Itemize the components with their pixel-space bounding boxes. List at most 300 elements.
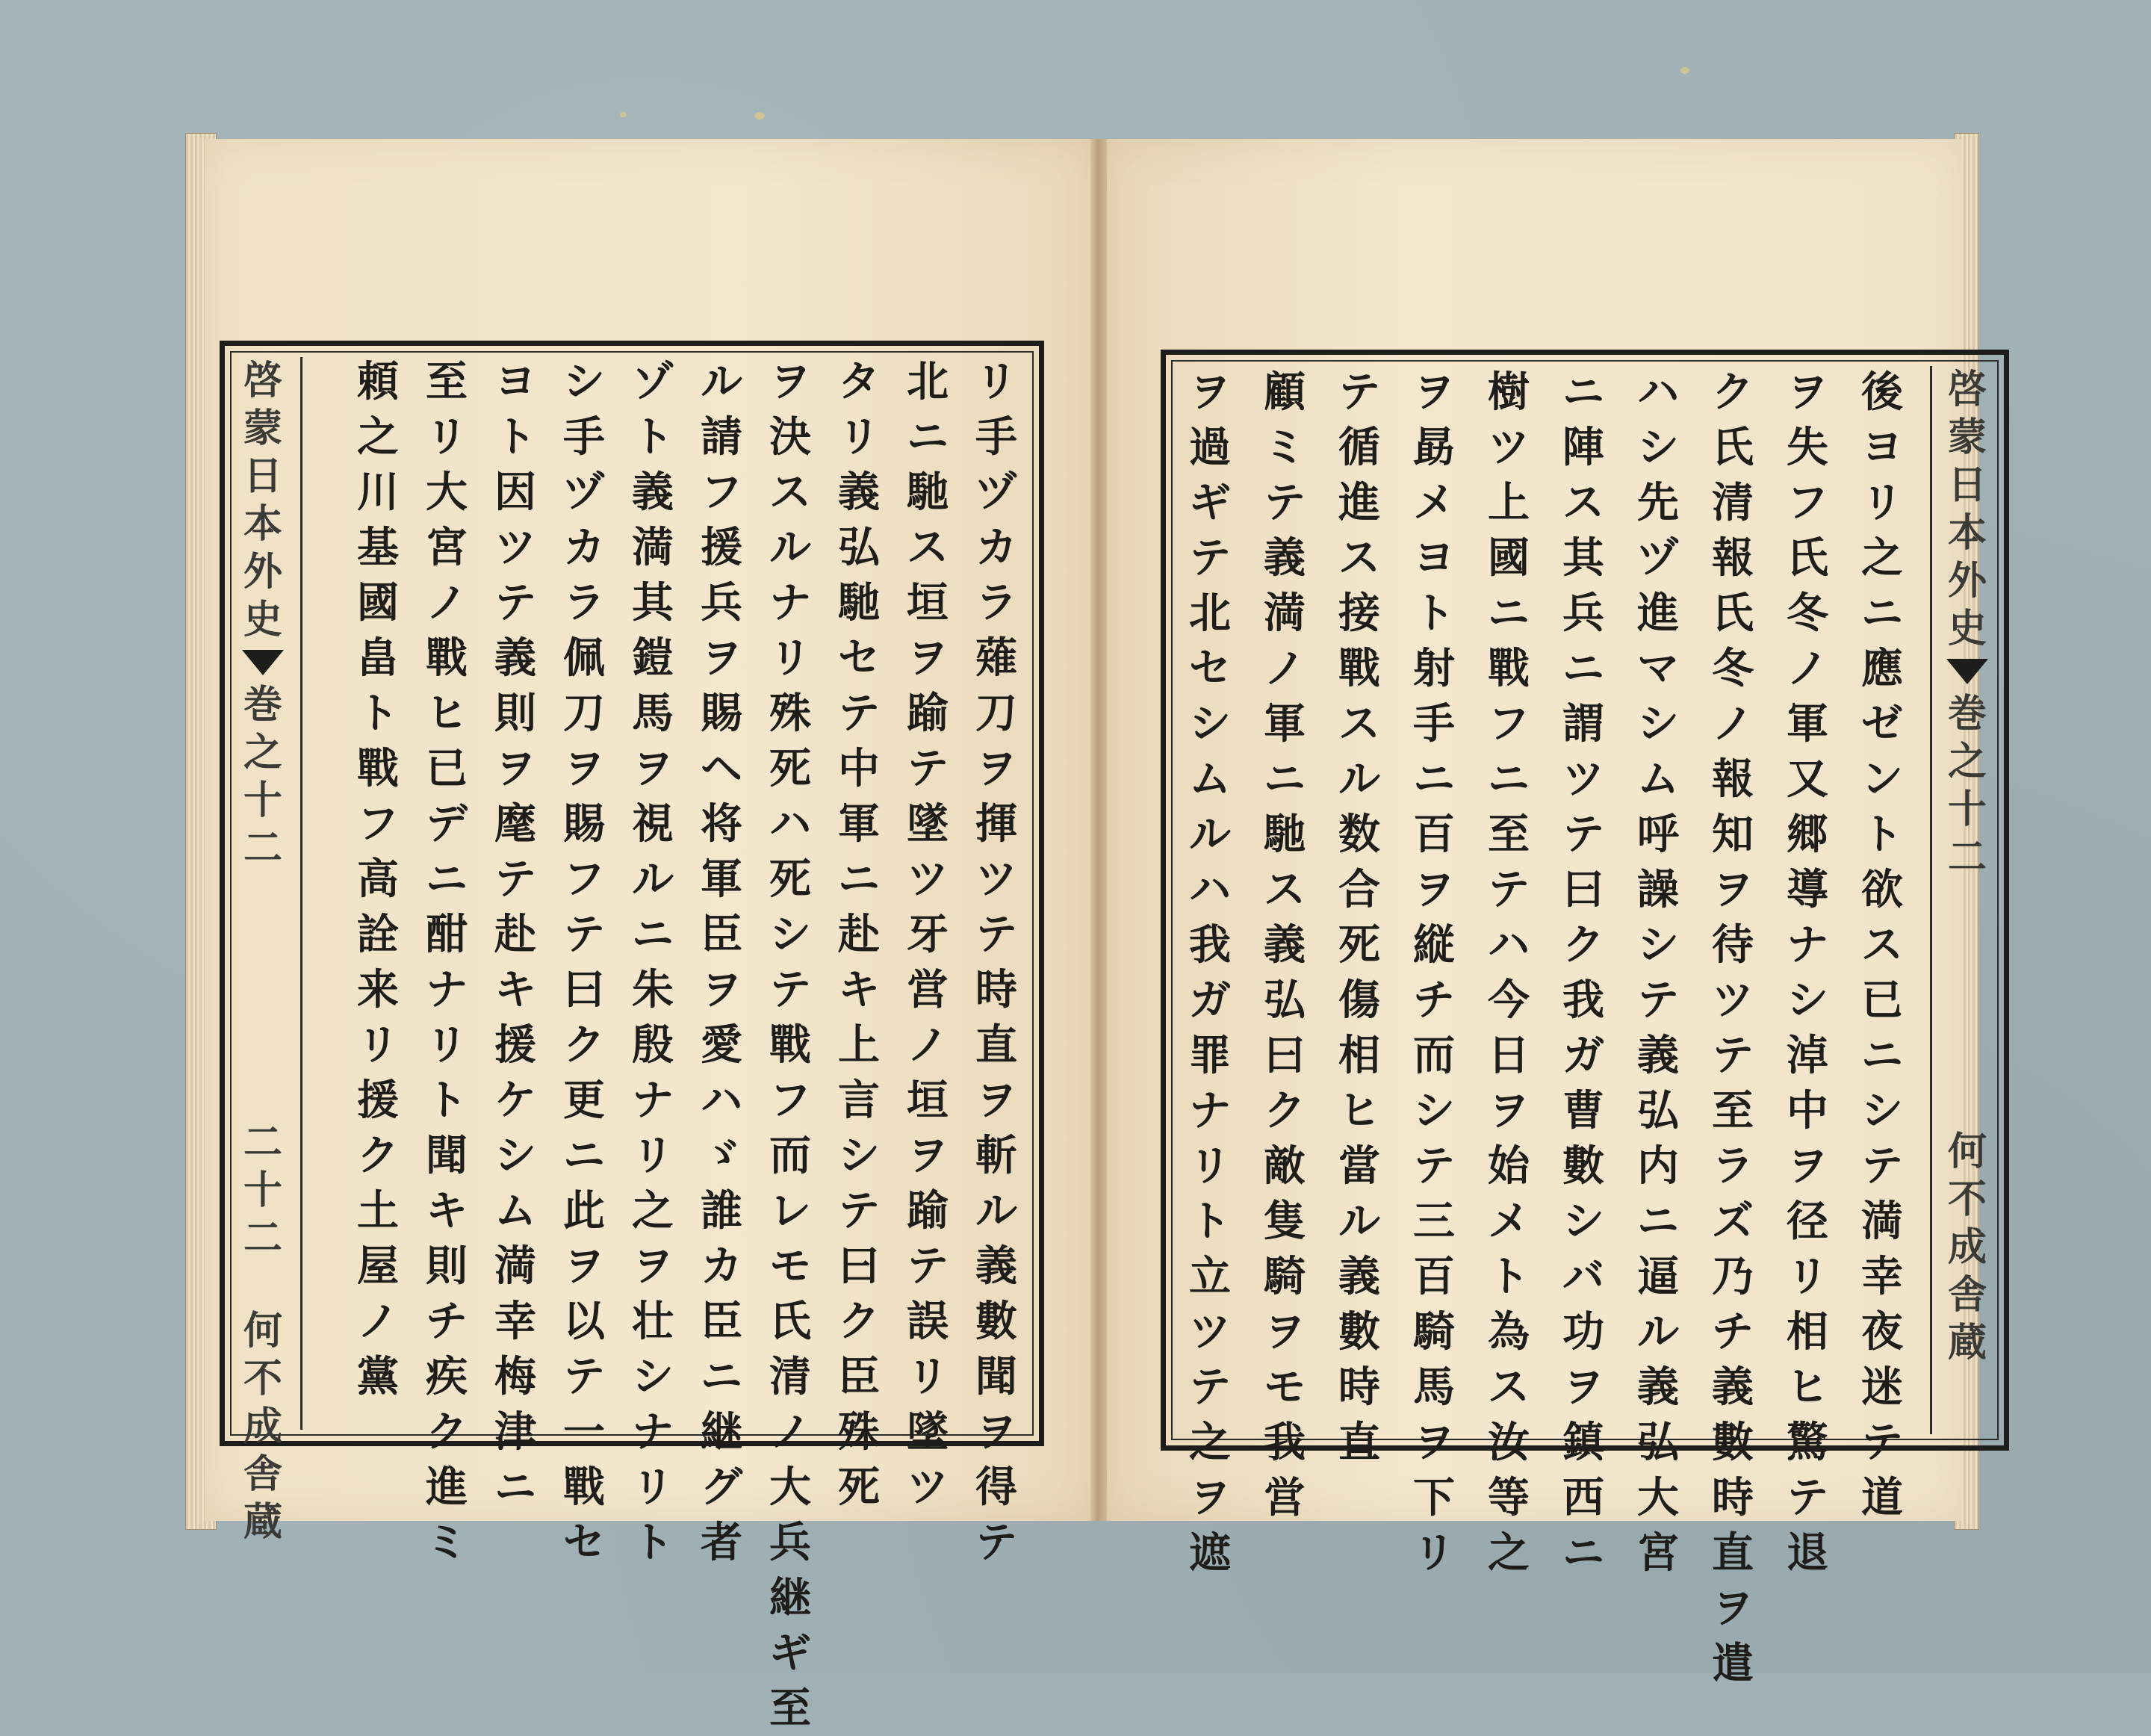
left-text-column — [687, 354, 756, 1567]
text-char: テ — [1787, 1473, 1828, 1522]
left-text-column — [550, 354, 618, 1567]
text-char: 戰 — [357, 744, 399, 793]
text-char: ヲ — [1488, 1086, 1530, 1135]
text-char: 宮 — [1637, 1528, 1679, 1578]
text-char: ツ — [907, 855, 949, 904]
text-char: リ — [975, 357, 1017, 406]
hashira-char: 蒙 — [1947, 415, 1987, 460]
text-char: テ — [1861, 1141, 1903, 1191]
text-char: リ — [1189, 1141, 1231, 1191]
hashira-char: 十 — [1947, 787, 1987, 832]
text-char: キ — [838, 965, 880, 1014]
text-char: 乃 — [1712, 1252, 1754, 1301]
text-char: リ — [907, 1352, 949, 1401]
text-char: 数 — [1338, 810, 1380, 859]
text-char: 赴 — [838, 910, 880, 959]
text-char: ン — [1861, 754, 1903, 804]
text-char: ヲ — [1712, 865, 1754, 914]
text-char: ラ — [563, 578, 605, 627]
text-char: 淖 — [1787, 1031, 1828, 1080]
left-hashira-volume — [243, 681, 282, 872]
text-char: 道 — [1861, 1473, 1903, 1522]
text-char: 我 — [1189, 920, 1231, 970]
text-char: 土 — [357, 1186, 399, 1236]
hashira-char: 史 — [243, 597, 282, 642]
text-char: 将 — [701, 799, 742, 849]
text-char: 上 — [1488, 478, 1530, 527]
text-char: デ — [426, 799, 468, 849]
text-char: 麾 — [494, 799, 536, 849]
hashira-char: 本 — [1947, 510, 1987, 556]
text-char: 罪 — [1189, 1031, 1231, 1080]
text-char: ナ — [1189, 1086, 1231, 1135]
text-char: 者 — [701, 1518, 742, 1567]
text-char: ヅ — [563, 468, 605, 517]
text-char: ナ — [769, 578, 811, 627]
text-char: リ — [1861, 478, 1903, 527]
text-char: リ — [426, 1020, 468, 1070]
text-char: 一 — [563, 1407, 605, 1457]
text-char: 弘 — [1637, 1086, 1679, 1135]
text-char: 之 — [357, 412, 399, 462]
text-char: ゞ — [701, 1131, 742, 1180]
text-char: ヲ — [1413, 1418, 1455, 1467]
text-char: 氏 — [1712, 589, 1754, 638]
text-char: 酣 — [426, 910, 468, 959]
text-char: シ — [494, 1131, 536, 1180]
text-char: テ — [563, 1352, 605, 1401]
left-text-column — [412, 354, 481, 1567]
text-char: 曹 — [1562, 1086, 1604, 1135]
text-char: シ — [1637, 699, 1679, 748]
text-char: ク — [426, 1407, 468, 1457]
text-char: 逼 — [1637, 1252, 1679, 1301]
hashira-char: 啓 — [1947, 367, 1987, 412]
text-char: 軍 — [838, 799, 880, 849]
right-hashira-title — [1948, 366, 1987, 653]
text-char: テ — [1562, 810, 1604, 859]
text-char: 満 — [494, 1241, 536, 1291]
text-char: ト — [1861, 810, 1903, 859]
text-char: ヲ — [1787, 368, 1828, 417]
text-char: 踰 — [907, 689, 949, 738]
hashira-char: 二 — [1947, 834, 1987, 880]
text-char: テ — [769, 965, 811, 1014]
text-char: 下 — [1413, 1473, 1455, 1522]
text-char: ギ — [1189, 478, 1231, 527]
text-char: 基 — [357, 523, 399, 572]
text-char: ラ — [975, 578, 1017, 627]
text-char: 臣 — [701, 1297, 742, 1346]
hashira-char: 巻 — [1947, 691, 1987, 737]
publisher-char: 舎 — [243, 1451, 282, 1497]
paper-speck — [1680, 67, 1689, 74]
text-char: ク — [1562, 920, 1604, 970]
open-book — [185, 133, 1987, 1733]
left-text-column — [344, 354, 412, 1430]
publisher-char: 舎 — [1947, 1272, 1987, 1318]
text-char: 此 — [563, 1186, 605, 1236]
text-char: 遣 — [1712, 1639, 1754, 1688]
text-char: 戰 — [769, 1020, 811, 1070]
text-char: 援 — [494, 1020, 536, 1070]
text-char: ヲ — [494, 744, 536, 793]
text-char: ス — [1264, 865, 1306, 914]
text-char: 百 — [1413, 1252, 1455, 1301]
text-char: ハ — [1637, 368, 1679, 417]
text-char: 鎧 — [632, 633, 674, 683]
text-char: 其 — [1562, 533, 1604, 583]
text-char: ニ — [426, 855, 468, 904]
text-char: 夜 — [1861, 1307, 1903, 1357]
text-char: ト — [632, 1518, 674, 1567]
text-char: チ — [1712, 1307, 1754, 1357]
text-char: ミ — [1264, 423, 1306, 472]
text-char: 之 — [1488, 1528, 1530, 1578]
text-char: テ — [1413, 1141, 1455, 1191]
text-char: 視 — [632, 799, 674, 849]
text-char: 垣 — [907, 578, 949, 627]
text-char: 我 — [1562, 976, 1604, 1025]
text-char: 顧 — [1264, 368, 1306, 417]
text-char: 義 — [1264, 920, 1306, 970]
text-char: ヲ — [907, 1131, 949, 1180]
text-char: 接 — [1338, 589, 1380, 638]
text-char: シ — [769, 910, 811, 959]
text-char: フ — [701, 468, 742, 517]
text-char: 頼 — [357, 357, 399, 406]
text-char: ヲ — [1264, 1307, 1306, 1357]
text-char: 至 — [1712, 1086, 1754, 1135]
left-text-column — [481, 354, 550, 1512]
text-char: 鎮 — [1562, 1418, 1604, 1467]
text-char: 則 — [426, 1241, 468, 1291]
text-char: 満 — [1264, 589, 1306, 638]
text-char: 馳 — [1264, 810, 1306, 859]
paper-speck — [754, 112, 765, 120]
text-char: ス — [769, 468, 811, 517]
text-char: リ — [426, 412, 468, 462]
hashira-char: 蒙 — [243, 406, 282, 451]
text-char: 殷 — [632, 1020, 674, 1070]
text-char: ス — [907, 523, 949, 572]
text-char: テ — [563, 910, 605, 959]
text-char: 壮 — [632, 1297, 674, 1346]
text-char: グ — [701, 1463, 742, 1512]
text-char: フ — [357, 799, 399, 849]
text-char: 時 — [975, 965, 1017, 1014]
text-char: セ — [563, 1518, 605, 1567]
text-char: 義 — [1264, 533, 1306, 583]
text-char: 継 — [769, 1573, 811, 1622]
text-char: 義 — [632, 468, 674, 517]
text-char: ツ — [494, 523, 536, 572]
text-char: 死 — [769, 855, 811, 904]
text-char: 義 — [838, 468, 880, 517]
text-char: ル — [975, 1186, 1017, 1236]
text-char: リ — [769, 633, 811, 683]
text-char: 至 — [769, 1684, 811, 1733]
text-char: 牙 — [907, 910, 949, 959]
text-char: 始 — [1488, 1141, 1530, 1191]
hashira-char: 十 — [243, 778, 282, 823]
text-char: 軍 — [1264, 699, 1306, 748]
text-char: 知 — [1712, 810, 1754, 859]
text-char: ヨ — [494, 357, 536, 406]
text-char: 戰 — [563, 1463, 605, 1512]
text-char: ヲ — [1189, 1473, 1231, 1522]
text-char: 兵 — [769, 1518, 811, 1567]
text-char: テ — [1264, 478, 1306, 527]
text-char: マ — [1637, 644, 1679, 693]
text-char: 疾 — [426, 1352, 468, 1401]
text-char: カ — [701, 1241, 742, 1291]
text-char: 大 — [1637, 1473, 1679, 1522]
text-char: 報 — [1712, 754, 1754, 804]
text-char: シ — [838, 1131, 880, 1180]
text-char: 幸 — [1861, 1252, 1903, 1301]
text-char: ツ — [1488, 423, 1530, 472]
text-char: ル — [769, 523, 811, 572]
text-char: フ — [1787, 478, 1828, 527]
text-char: 今 — [1488, 976, 1530, 1025]
text-char: 更 — [563, 1076, 605, 1125]
text-char: ナ — [632, 1076, 674, 1125]
text-char: 大 — [769, 1463, 811, 1512]
text-char: テ — [1712, 1031, 1754, 1080]
text-char: 死 — [769, 744, 811, 793]
text-char: シ — [632, 1352, 674, 1401]
text-char: 軍 — [701, 855, 742, 904]
text-char: 臣 — [838, 1352, 880, 1401]
text-char: 時 — [1338, 1363, 1380, 1412]
right-hashira — [1934, 366, 2000, 1367]
text-char: 墜 — [907, 799, 949, 849]
text-char: 曰 — [838, 1241, 880, 1291]
text-char: ゾ — [632, 357, 674, 406]
text-char: ノ — [769, 1407, 811, 1457]
text-char: ヲ — [632, 1241, 674, 1291]
text-char: ギ — [769, 1628, 811, 1678]
text-char: 馬 — [1413, 1363, 1455, 1412]
text-char: シ — [1189, 699, 1231, 748]
text-char: 揮 — [975, 799, 1017, 849]
text-char: ル — [632, 855, 674, 904]
text-char: ヅ — [975, 468, 1017, 517]
text-char: 過 — [1189, 423, 1231, 472]
text-char: 百 — [1413, 810, 1455, 859]
text-char: 勗 — [1413, 423, 1455, 472]
text-char: ニ — [1264, 754, 1306, 804]
text-char: ヲ — [632, 744, 674, 793]
text-char: 氏 — [769, 1297, 811, 1346]
text-char: 合 — [1338, 865, 1380, 914]
text-char: 以 — [563, 1297, 605, 1346]
text-char: ニ — [1861, 589, 1903, 638]
text-char: ヲ — [1189, 368, 1231, 417]
text-char: ス — [1338, 699, 1380, 748]
text-char: リ — [632, 1463, 674, 1512]
text-char: 已 — [1861, 976, 1903, 1025]
left-text-column — [756, 354, 825, 1733]
text-char: ト — [357, 689, 399, 738]
text-char: カ — [563, 523, 605, 572]
text-char: 斬 — [975, 1131, 1017, 1180]
text-char: テ — [1637, 976, 1679, 1025]
text-char: 相 — [1338, 1031, 1380, 1080]
text-char: ヘ — [701, 744, 742, 793]
text-char: 満 — [632, 523, 674, 572]
text-char: 則 — [494, 689, 536, 738]
text-char: ニ — [494, 1463, 536, 1512]
text-char: 馳 — [907, 468, 949, 517]
text-char: ヲ — [701, 965, 742, 1014]
right-text-column — [1549, 365, 1618, 1578]
text-char: 失 — [1787, 423, 1828, 472]
text-char: 立 — [1189, 1252, 1231, 1301]
text-char: ヒ — [1338, 1086, 1380, 1135]
text-char: 之 — [1861, 533, 1903, 583]
text-char: 川 — [357, 468, 399, 517]
text-char: 先 — [1637, 478, 1679, 527]
text-char: 中 — [838, 744, 880, 793]
text-char: ヲ — [1712, 1584, 1754, 1633]
text-char: 踰 — [907, 1186, 949, 1236]
text-char: 手 — [975, 412, 1017, 462]
text-char: カ — [975, 523, 1017, 572]
text-char: ス — [1338, 533, 1380, 583]
text-char: ト — [426, 1076, 468, 1125]
text-char: ヲ — [563, 1241, 605, 1291]
text-char: ル — [1189, 810, 1231, 859]
text-char: キ — [426, 1186, 468, 1236]
text-char: シ — [1562, 1197, 1604, 1246]
text-char: 義 — [1712, 1363, 1754, 1412]
text-char: テ — [1861, 1418, 1903, 1467]
text-char: 報 — [1712, 533, 1754, 583]
hashira-char: 巻 — [243, 682, 282, 728]
text-char: ノ — [357, 1297, 399, 1346]
text-char: ヲ — [1413, 368, 1455, 417]
text-char: 義 — [1637, 1363, 1679, 1412]
text-char: 愛 — [701, 1020, 742, 1070]
text-char: テ — [975, 1518, 1017, 1567]
text-char: ニ — [1861, 1031, 1903, 1080]
text-char: 清 — [769, 1352, 811, 1401]
text-char: ク — [1712, 368, 1754, 417]
text-char: セ — [1189, 644, 1231, 693]
text-char: 殊 — [838, 1407, 880, 1457]
right-text-column — [1474, 365, 1543, 1578]
text-char: ク — [357, 1131, 399, 1180]
text-char: ト — [632, 412, 674, 462]
text-char: 援 — [357, 1076, 399, 1125]
text-char: ク — [838, 1297, 880, 1346]
text-char: ヲ — [1413, 865, 1455, 914]
text-char: 弘 — [1637, 1418, 1679, 1467]
text-char: チ — [1413, 976, 1455, 1025]
text-char: シ — [1637, 920, 1679, 970]
text-char: ヒ — [426, 689, 468, 738]
text-char: 我 — [1264, 1418, 1306, 1467]
text-char: 曰 — [1562, 865, 1604, 914]
text-char: 功 — [1562, 1307, 1604, 1357]
text-char: ト — [1189, 1197, 1231, 1246]
text-char: ト — [1413, 589, 1455, 638]
text-char: 義 — [975, 1241, 1017, 1291]
text-char: 朱 — [632, 965, 674, 1014]
text-char: ツ — [975, 855, 1017, 904]
text-char: シ — [563, 357, 605, 406]
text-char: ガ — [1562, 1031, 1604, 1080]
text-char: 聞 — [975, 1352, 1017, 1401]
text-char: ヲ — [907, 633, 949, 683]
text-char: 継 — [701, 1407, 742, 1457]
text-char: 後 — [1861, 368, 1903, 417]
text-char: 直 — [1712, 1528, 1754, 1578]
text-char: ゼ — [1861, 699, 1903, 748]
text-char: ト — [494, 412, 536, 462]
text-char: ニ — [632, 910, 674, 959]
text-char: 戰 — [1488, 644, 1530, 693]
text-char: テ — [1338, 368, 1380, 417]
left-hashira-divider — [300, 357, 302, 1430]
text-char: 径 — [1787, 1197, 1828, 1246]
text-char: ノ — [426, 578, 468, 627]
text-char: 傷 — [1338, 976, 1380, 1025]
text-char: 上 — [838, 1020, 880, 1070]
text-char: モ — [1264, 1363, 1306, 1412]
text-char: ム — [1189, 754, 1231, 804]
text-char: ヲ — [1562, 1363, 1604, 1412]
text-char: 義 — [1637, 1031, 1679, 1080]
text-char: ヨ — [1413, 533, 1455, 583]
text-char: ヨ — [1861, 423, 1903, 472]
right-text-column — [1250, 365, 1319, 1522]
text-char: ヲ — [701, 633, 742, 683]
text-char: フ — [769, 1076, 811, 1125]
text-char: 戰 — [1338, 644, 1380, 693]
text-char: ヲ — [975, 1407, 1017, 1457]
hashira-char: 日 — [1947, 462, 1987, 508]
text-char: 高 — [357, 855, 399, 904]
text-char: テ — [975, 910, 1017, 959]
text-char: ニ — [1413, 754, 1455, 804]
folio-char: 十 — [243, 1168, 282, 1213]
text-char: ル — [1338, 754, 1380, 804]
text-char: ヅ — [1637, 533, 1679, 583]
text-char: シ — [1637, 423, 1679, 472]
text-char: 郷 — [1787, 810, 1828, 859]
hashira-char: 啓 — [243, 358, 282, 403]
text-char: 北 — [907, 357, 949, 406]
text-char: 津 — [494, 1407, 536, 1457]
text-char: 氏 — [1712, 423, 1754, 472]
hashira-char: 本 — [243, 501, 282, 547]
right-text-column — [1624, 365, 1692, 1578]
text-char: ナ — [632, 1407, 674, 1457]
left-text-column — [618, 354, 687, 1567]
text-char: 射 — [1413, 644, 1455, 693]
left-text-column — [893, 354, 962, 1512]
text-char: 樹 — [1488, 368, 1530, 417]
text-char: リ — [1787, 1252, 1828, 1301]
text-char: 満 — [1861, 1197, 1903, 1246]
text-char: 兵 — [701, 578, 742, 627]
text-char: メ — [1488, 1197, 1530, 1246]
text-char: 得 — [975, 1463, 1017, 1512]
text-char: 等 — [1488, 1473, 1530, 1522]
